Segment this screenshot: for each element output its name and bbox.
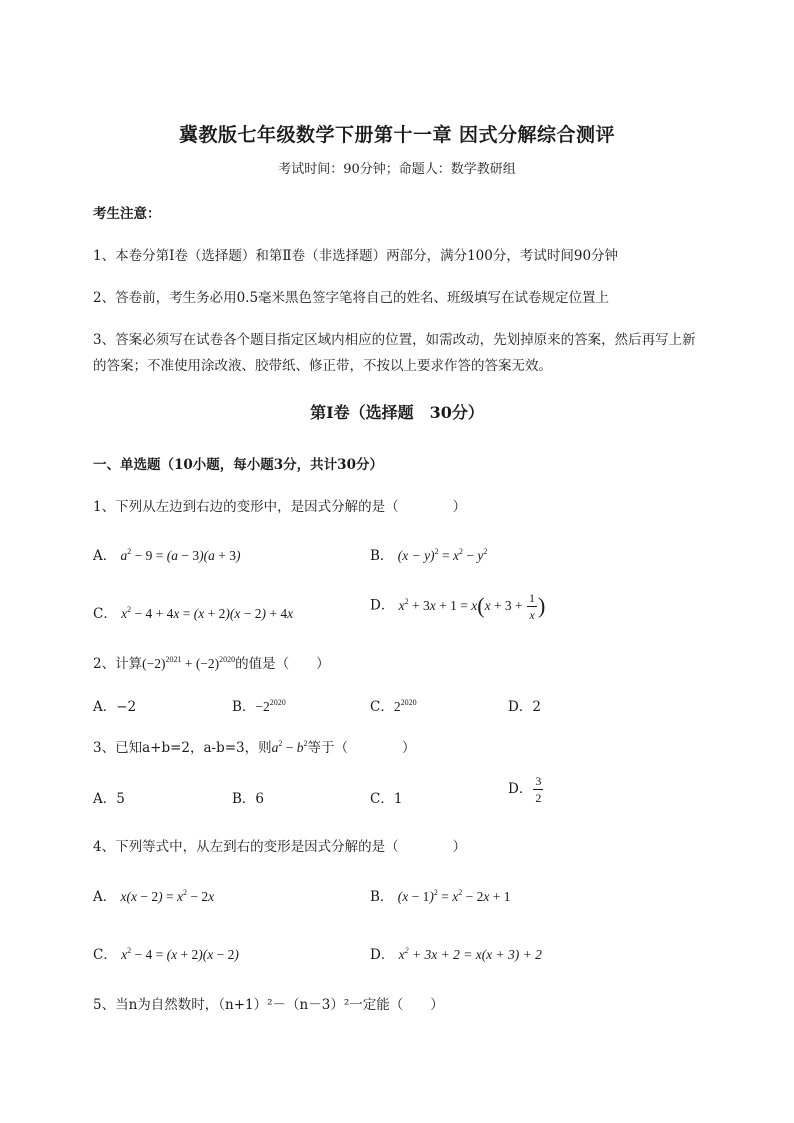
q4-a-formula: $x(x - 2) = x^2 - 2x$ — [120, 888, 215, 904]
question-3-option-d: D． $\frac{3}{2}$ — [508, 774, 542, 805]
q2-expression: $(-2)^{2021} + (-2)^{2020}$ — [142, 655, 236, 671]
notice-item-1: 1、本卷分第I卷（选择题）和第Ⅱ卷（非选择题）两部分，满分100分，考试时间90分钟 — [93, 248, 619, 264]
q1-a-formula: $a^2 - 9 = (a - 3)(a + 3)$ — [120, 547, 241, 563]
q4-c-formula: $x^2 - 4 = (x + 2)(x - 2)$ — [121, 946, 239, 962]
q4-d-formula: $x^2 + 3x + 2 = x(x + 3) + 2$ — [398, 946, 542, 962]
question-4-stem: 4、下列等式中，从左到右的变形是因式分解的是（ ） — [93, 839, 467, 855]
question-3-stem: 3、已知a+b=2，a-b=3，则$a^2 - b^2$等于（ ） — [93, 739, 416, 756]
q1-d-formula: $x^2 + 3x + 1 = x(x + 3$ + $\frac{1}{x}$ ) — [398, 591, 546, 622]
section-title: 第I卷（选择题 30分） — [310, 403, 484, 422]
question-1-stem: 1、下列从左边到右边的变形中，是因式分解的是（ ） — [93, 499, 467, 515]
part-heading: 一、单选题（10小题，每小题3分，共计30分） — [93, 457, 383, 473]
question-1-option-c: C． $x^2 - 4 + 4x = (x + 2)(x - 2) + 4x$ — [93, 605, 294, 622]
question-3-option-a: A．5 — [93, 791, 125, 807]
question-1-option-a: A． $a^2 - 9 = (a - 3)(a + 3)$ — [93, 547, 241, 564]
question-2-option-b: B．$-2^{2020}$ — [232, 698, 286, 715]
notice-heading: 考生注意： — [93, 206, 161, 222]
question-2-stem: 2、计算$(-2)^{2021} + (-2)^{2020}$的值是（ ） — [93, 655, 330, 672]
q4-b-formula: $(x - 1)^2 = x^2 - 2x + 1$ — [397, 888, 511, 904]
exam-subtitle: 考试时间：90分钟；命题人：数学教研组 — [278, 162, 516, 177]
question-2-option-c: C．$2^{2020}$ — [370, 698, 417, 715]
notice-item-3-cont: 的答案；不准使用涂改液、胶带纸、修正带，不按以上要求作答的答案无效。 — [93, 358, 552, 374]
notice-item-2: 2、答卷前，考生务必用0.5毫米黑色签字笔将自己的姓名、班级填写在试卷规定位置上 — [93, 290, 610, 306]
question-3-option-b: B．6 — [232, 791, 265, 807]
q1-b-formula: $(x - y)^2 = x^2 - y^2$ — [397, 547, 488, 563]
question-4-option-c: C． $x^2 - 4 = (x + 2)(x - 2)$ — [93, 946, 239, 963]
exam-title: 冀教版七年级数学下册第十一章 因式分解综合测评 — [178, 124, 616, 146]
notice-item-3: 3、答案必须写在试卷各个题目指定区域内相应的位置，如需改动，先划掉原来的答案，然后再写上新 — [93, 332, 696, 348]
q1-c-formula: $x^2 - 4 + 4x = (x + 2)(x - 2) + 4x$ — [121, 605, 294, 621]
question-1-option-d: D． $x^2 + 3x + 1 = x(x + 3$ + $\frac{1}{x}$ ) — [370, 591, 546, 622]
question-4-option-d: D． $x^2 + 3x + 2 = x(x + 3) + 2$ — [370, 946, 542, 963]
q3-expression: $a^2 - b^2$ — [271, 739, 308, 755]
question-2-option-a: A．−2 — [93, 699, 137, 715]
question-1-option-b: B． $(x - y)^2 = x^2 - y^2$ — [370, 547, 488, 564]
question-5-stem: 5、当n为自然数时，（n+1）²－（n－3）²一定能（ ） — [93, 997, 444, 1013]
question-2-option-d: D．2 — [508, 699, 541, 715]
question-3-option-c: C．1 — [370, 791, 403, 807]
question-4-option-a: A． $x(x - 2) = x^2 - 2x$ — [93, 888, 215, 905]
question-4-option-b: B． $(x - 1)^2 = x^2 - 2x + 1$ — [370, 888, 511, 905]
